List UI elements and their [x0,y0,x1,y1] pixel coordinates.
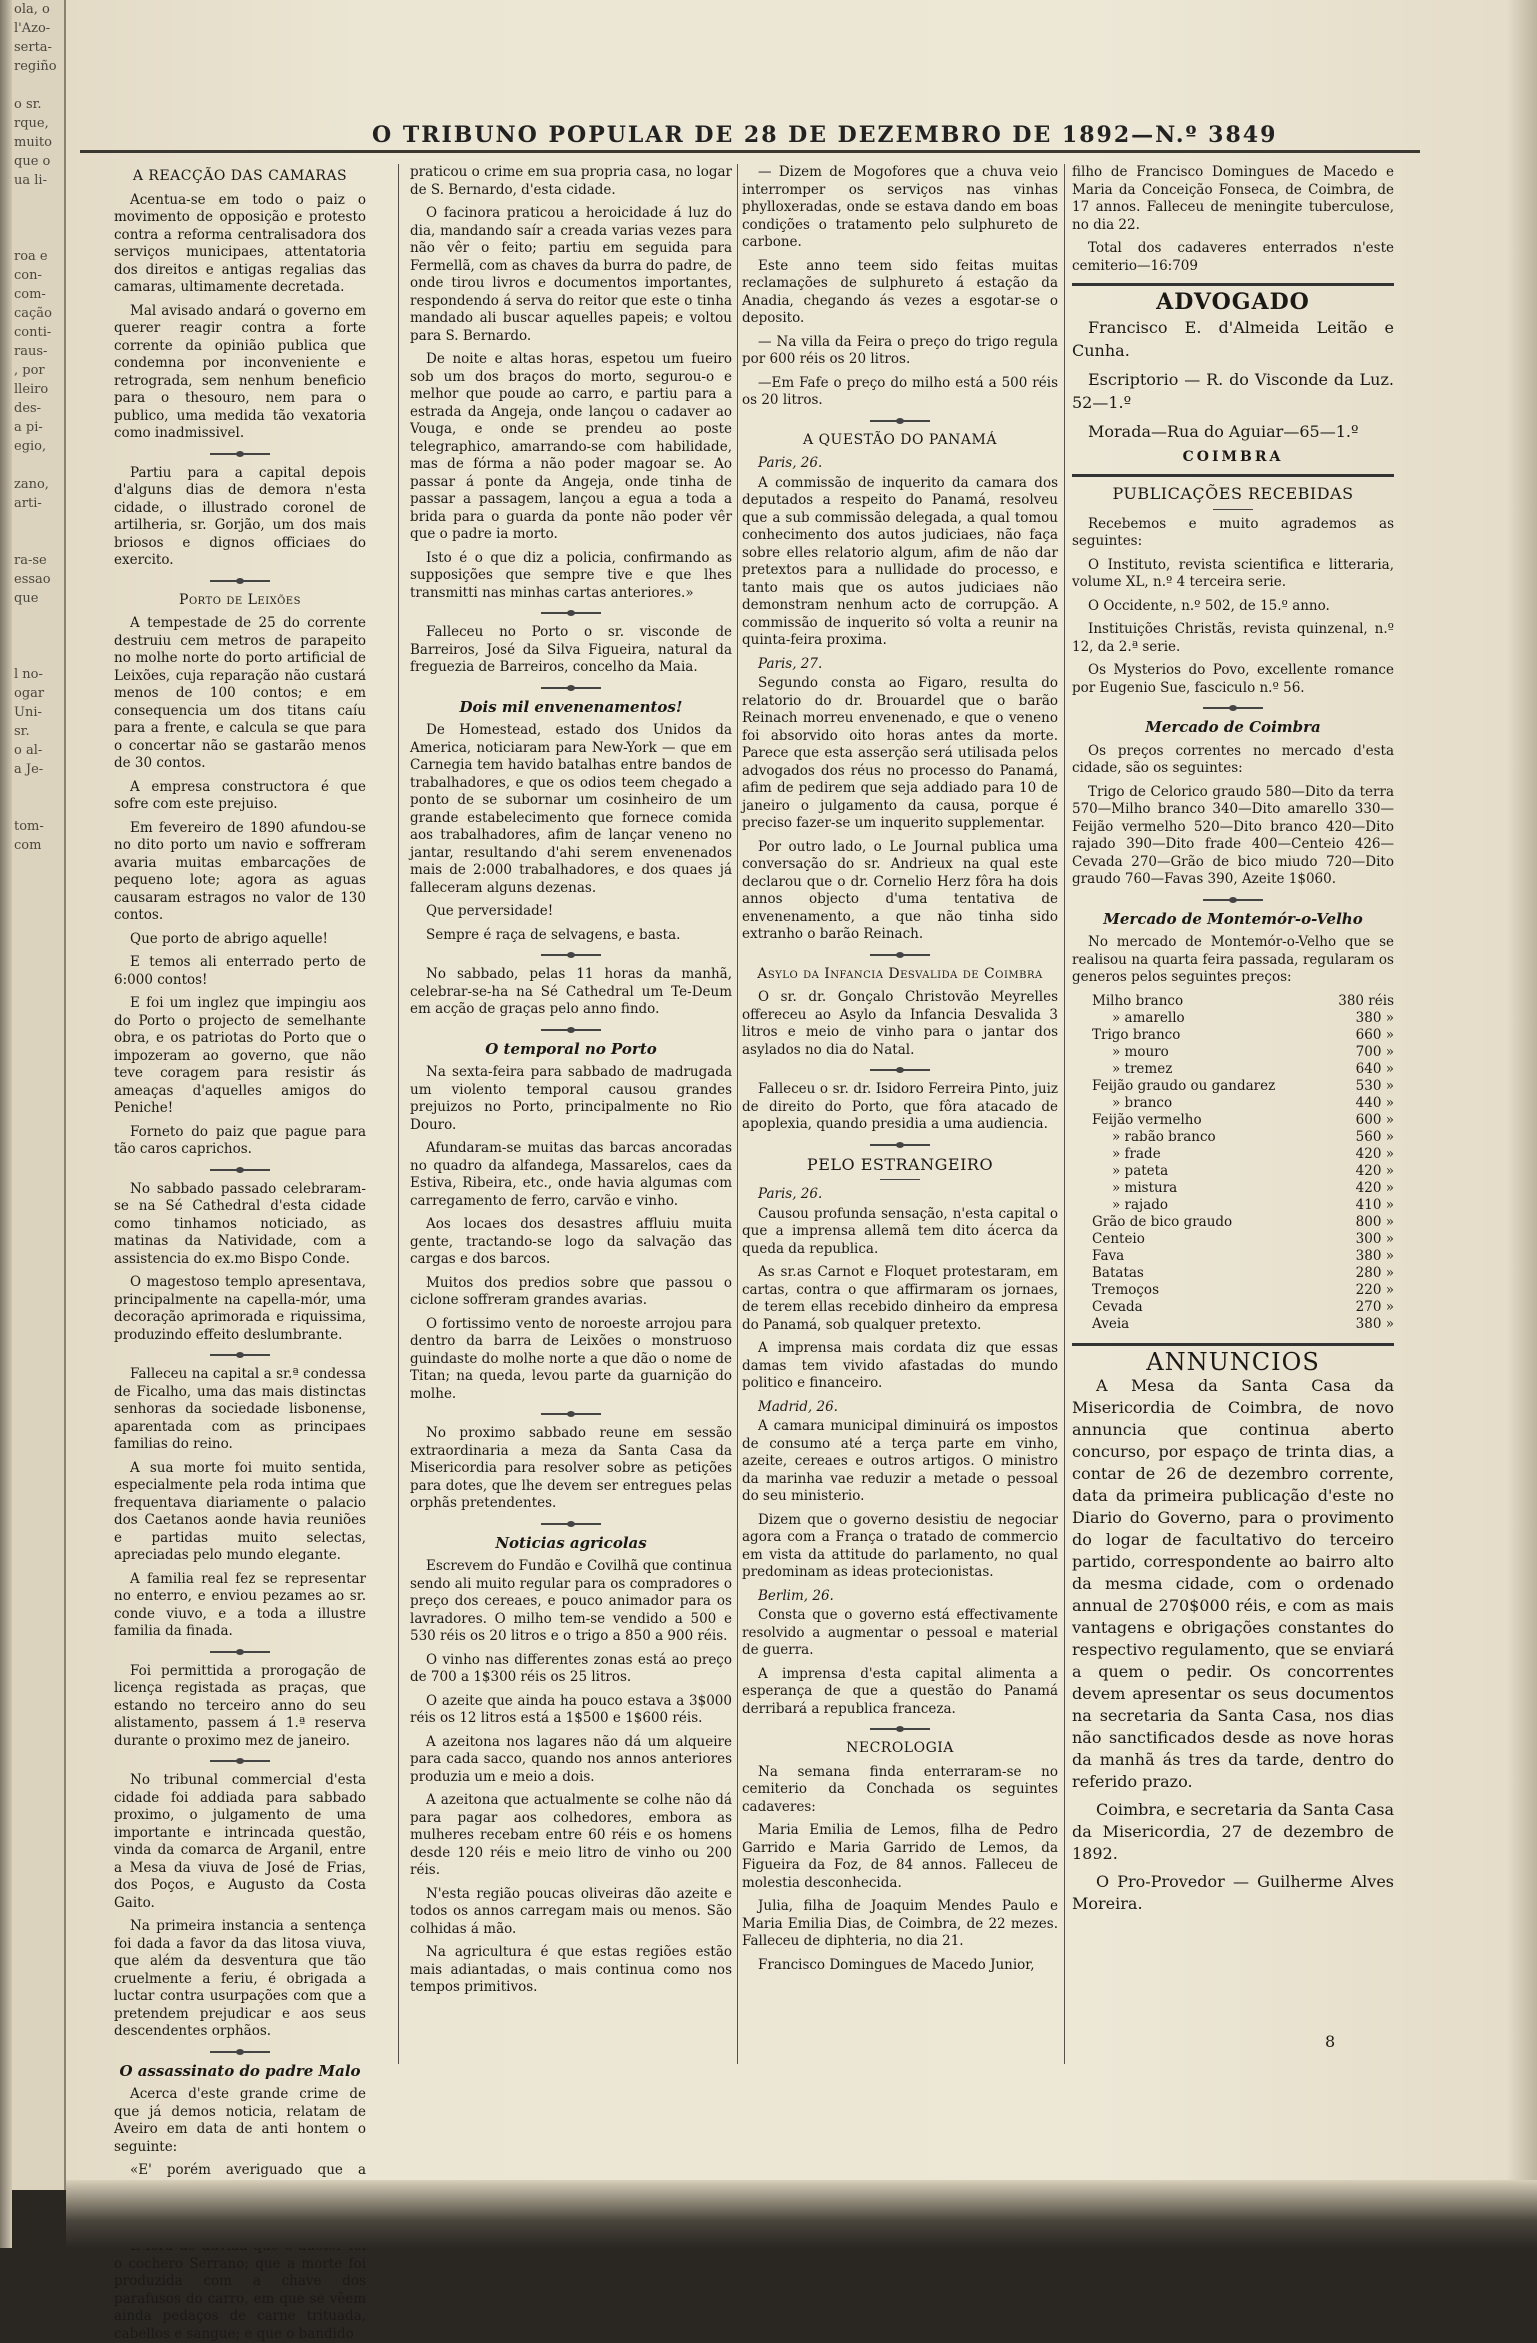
paragraph: Na sexta-feira para sabbado de madrugada um violento temporal causou grandes prejuizos no Porto, principalmente no Rio Douro. [410,1064,732,1133]
strip-fragment: serta- [14,40,52,55]
strip-fragment [12,1140,64,1159]
price-row [1072,1163,1394,1180]
separator [1072,283,1394,286]
strip-fragment: com- [14,287,46,302]
strip-fragment: conti- [14,325,52,340]
paragraph: Francisco Domingues de Macedo Junior, [758,1956,1035,1973]
price-row [1072,1299,1394,1316]
price-row [1072,1146,1394,1163]
separator [541,1523,601,1525]
headline: Mercado de Montemór-o-Velho [1103,909,1363,928]
separator [870,420,930,422]
price-row [1072,1248,1394,1265]
strip-fragment [12,1216,64,1235]
price-value: 660 » [1355,1026,1394,1043]
paragraph: De Homestead, estado dos Unidos da America, noticiaram para New-York — que em Carnegia tem havido batalhas entre bandos de trabalhadores, e que os odios teem chegado a ponto de se subornar um cosinheiro de um grande estabelecimento que fornece comida aos trabalhadores, afim de lançar veneno no jantar, resultando d'ahi serem envenenados mais de 2:000 trabalhadores, e dos quaes já falleceram alguns dezenas. [410,722,732,896]
strip-fragment [12,874,64,893]
price-item: Cevada [1092,1298,1143,1315]
strip-fragment [12,1121,64,1140]
paragraph: N'esta região poucas oliveiras dão azeite e todos os annos carregam mais ou menos. São colhidas á mão. [410,1885,732,1937]
paragraph: Sempre é raça de selvagens, e basta. [426,926,681,943]
price-row [1072,1231,1394,1248]
strip-fragment [12,76,64,95]
strip-fragment: raus- [14,344,48,359]
strip-fragment: a Je- [14,762,44,777]
paragraph: Por outro lado, o Le Journal publica uma conversação do sr. Andrieux na qual este declarou que o dr. Cornelio Herz fôra ha dois annos objecto d'uma tentativa de envenenamento, a que não tinha sido extranho o barão Reinach. [742,838,1058,942]
price-item: Feijão vermelho [1092,1111,1202,1128]
price-row [1072,1214,1394,1231]
paragraph: Consta que o governo está effectivamente resolvido a augmentar o pessoal e material de guerra. [742,1607,1058,1658]
price-value: 300 » [1355,1230,1394,1247]
price-item: » rajado [1112,1196,1169,1213]
paragraph: Foi permittida a prorogação de licença registada as praças, que estando no terceiro anno do seu alistamento, passem á 1.ª reserva durante o proximo mez de janeiro. [114,1662,366,1749]
paragraph: O Occidente, n.º 502, de 15.º anno. [1088,597,1330,614]
paragraph: Forneto do paiz que pague para tão caros caprichos. [114,1123,366,1157]
paragraph: — Na villa da Feira o preço do trigo regula por 600 réis os 20 litros. [742,333,1058,367]
column-1 [114,164,366,2342]
price-value: 600 » [1355,1111,1394,1128]
headline: A REACÇÃO DAS CAMARAS [132,168,348,184]
strip-fragment: arti- [14,496,42,511]
price-row [1072,1095,1394,1112]
price-item: » mistura [1112,1179,1178,1196]
strip-fragment: ogar [14,686,45,701]
price-item: » branco [1112,1094,1173,1111]
column-2 [410,164,732,2064]
price-value: 440 » [1355,1094,1394,1111]
strip-fragment [12,1083,64,1102]
price-value: 420 » [1355,1162,1394,1179]
paragraph: filho de Francisco Domingues de Macedo e Maria da Conceição Fonseca, de Coimbra, de 17 annos. Falleceu de meningite tuberculose, no dia 22. [1072,164,1394,233]
paragraph: — Dizem de Mogofores que a chuva veio interromper os serviços nas vinhas phylloxeradas, onde se estava dando em boas condições o tratamento pelo sulphureto de carbone. [742,164,1058,250]
paragraph: E temos ali enterrado perto de 6:000 contos! [114,954,366,988]
paragraph: A sua morte foi muito sentida, especialmente pela roda intima que frequentava diariamente o palacio dos Caetanos aonde havia reuniões e partidas muito selectas, apreciadas pelo mundo elegante. [114,1459,366,1563]
strip-fragment [12,893,64,912]
price-item: Tremoços [1092,1281,1159,1298]
separator [870,1728,930,1730]
headline: PUBLICAÇÕES RECEBIDAS [1112,484,1354,503]
paragraph: O azeite que ainda ha pouco estava a 3$000 réis os 12 litros está a 1$500 e 1$600 réis. [410,1692,732,1726]
strip-fragment [12,456,64,475]
paragraph: O magestoso templo apresentava, principalmente na capella-mór, uma decoração aprimorada e riquissima, produzindo effeito deslumbrante. [114,1274,366,1343]
strip-fragment: que o [14,154,51,169]
strip-fragment [12,988,64,1007]
price-item: Grão de bico graudo [1092,1213,1233,1230]
paragraph: Recebemos e muito agrademos as seguintes: [1072,515,1394,549]
paragraph: Trigo de Celorico graudo 580—Dito da terra 570—Milho branco 340—Dito amarello 330—Feijão vermelho 520—Dito branco 420—Dito rajado 390—Dito frade 400—Centeio 426—Cevada 270—Grão de bico miudo 720—Dito graudo 760—Favas 390, Azeite 1$060. [1072,783,1394,887]
headline: ADVOGADO [1156,289,1310,315]
announcement [1072,1375,1394,1915]
price-row [1072,1112,1394,1129]
separator [541,1029,601,1031]
masthead-line: O TRIBUNO POPULAR DE 28 DE DEZEMBRO DE 1892—N.º 3849 [372,122,1278,148]
strip-fragment: l no- [14,667,43,682]
paragraph: Falleceu no Porto o sr. visconde de Barreiros, José da Silva Figueira, natural da freguezia de Barreiros, concelho da Maia. [410,624,732,675]
dateline: Berlim, 26. [758,1587,834,1604]
paragraph: praticou o crime em sua propria casa, no logar de S. Bernardo, d'esta cidade. [410,164,732,198]
strip-fragment [12,1311,64,1330]
paragraph: o cochero Serrano; que a morte foi produzida com a chave dos parafusos do carro, em que se vêem ainda pedaços de carne trituada, cabellos e sangue; e que o bandido [114,2255,366,2342]
strip-fragment [12,209,64,228]
strip-fragment [12,1197,64,1216]
paragraph: Acerca d'este grande crime de que já demos noticia, relatam de Aveiro em data de anti hontem o seguinte: [114,2086,366,2155]
price-row [1072,1316,1394,1333]
dateline: Paris, 27. [758,655,823,672]
price-value: 700 » [1355,1043,1394,1060]
paragraph: Falleceu na capital a sr.ª condessa de Ficalho, uma das mais distinctas senhoras da sociedade lisbonense, aparentada com as principaes familias do reino. [114,1366,366,1452]
adjacent-page-edge [0,0,12,2248]
headline: ANNUNCIOS [1146,1347,1320,1376]
strip-fragment [12,1235,64,1254]
paragraph: Aos locaes dos desastres affluiu muita gente, tractando-se logo da salvação das cargas e dos barcos. [410,1216,732,1267]
strip-fragment: egio, [14,439,47,454]
price-item: » frade [1112,1145,1161,1162]
paragraph: Segundo consta ao Figaro, resulta do relatorio do dr. Brouardel que o barão Reinach morreu envenenado, e que o veneno foi absorvido oito horas antes da morte. Parece que esta asserção será utilisada pelos advogados dos réus no processo do Panamá, afim de pedirem que seja addiado para 10 de janeiro o julgamento da causa, porque é preciso fazer-se um inquerito supplementar. [742,675,1058,831]
separator [1072,474,1394,477]
strip-fragment: cação [14,306,52,321]
headline: COIMBRA [1182,448,1284,465]
strip-fragment [12,912,64,931]
page-right-edge [1505,0,1537,2248]
strip-fragment: regiño [14,59,57,74]
paragraph: O facinora praticou a heroicidade á luz do dia, mandando saír a creada varias vezes para não vêr o feito; partiu em seguida para Fermellã, com as chaves da burra do padre, de onde tirou livros e documentos importantes, respondendo á serva do reitor que este o tinha mandado ali buscar aquelles papeis; e voltou para S. Bernardo. [410,205,732,344]
column-3 [742,164,1058,2064]
separator [541,954,601,956]
separator [870,1069,930,1071]
paragraph: O sr. dr. Gonçalo Christovão Meyrelles offereceu ao Asylo da Infancia Desvalida 3 litros e meio de vinho para o jantar dos asylados no dia do Natal. [742,989,1058,1058]
column-rule [398,164,399,2064]
price-row [1072,1061,1394,1078]
paragraph: O vinho nas differentes zonas está ao preço de 700 a 1$300 réis os 25 litros. [410,1651,732,1685]
paragraph: A Mesa da Santa Casa da Misericordia de Coimbra, de novo annuncia que continua aberto concurso, por espaço de trinta dias, a contar de 26 de dezembro corrente, data da primeira publicação d'este no Diario do Governo, para o provimento do logar de facultativo do terceiro partido, correspondente ao bairro alto da mesma cidade, com o ordenado annual de 270$000 réis, e com as mais vantagens e obrigações constantes do respectivo regulamento, que se enviará a quem o pedir. Os concorrentes devem apresentar os seus documentos na secretaria da Santa Casa, nos dias não sanctificados desde as nove horas da manhã ás tres da tarde, dentro do referido prazo. [1072,1376,1394,1791]
paragraph: Isto é o que diz a policia, confirmando as supposições que sempre tive e que lhes transmitti nas minhas cartas anteriores.» [410,549,732,601]
headline: NECROLOGIA [846,1740,954,1756]
column-4 [1072,164,1394,2064]
headline: A QUESTÃO DO PANAMÁ [803,431,997,448]
paragraph: Maria Emilia de Lemos, filha de Pedro Garrido e Maria Garrido de Lemos, da Figueira da Foz, de 84 annos. Falleceu de molestia desconhecida. [742,1822,1058,1891]
paragraph: Total dos cadaveres enterrados n'este cemiterio—16:709 [1072,240,1394,274]
strip-fragment: essao [14,572,51,587]
price-item: » tremez [1112,1060,1173,1077]
strip-fragment: tom- [14,819,44,834]
paragraph: —Em Fafe o preço do milho está a 500 réis os 20 litros. [742,374,1058,408]
paragraph: Muitos dos predios sobre que passou o ciclone soffreram grandes avarias. [410,1274,732,1308]
paragraph: Os preços correntes no mercado d'esta cidade, são os seguintes: [1072,742,1394,776]
separator [210,1169,270,1171]
separator [210,2051,270,2053]
paragraph: Este anno teem sido feitas muitas reclamações de sulphureto á estação da Anadia, chegando ás vezes a esgotar-se o deposito. [742,257,1058,326]
price-value: 420 » [1355,1145,1394,1162]
price-value: 380 » [1355,1247,1394,1264]
separator [541,612,601,614]
strip-fragment: l'Azo- [14,21,51,36]
paragraph: Acentua-se em todo o paiz o movimento de opposição e protesto contra a reforma centralisadora dos serviços municipaes, attentatoria dos direitos e antigas regalias das camaras, ultimamente decretada. [114,191,366,295]
strip-fragment: muito [14,135,52,150]
strip-fragment: zano, [14,477,49,492]
paragraph: Escrevem do Fundão e Covilhã que continua sendo ali muito regular para os compradores o preço dos cereaes, e pouco animador para os lavradores. O milho tem-se vendido a 500 e 530 réis os 20 litros e o trigo a 850 a 900 réis. [410,1558,732,1644]
separator [210,453,270,455]
strip-fragment: com [14,838,42,853]
separator [210,1354,270,1356]
price-row [1072,1027,1394,1044]
paragraph: No proximo sabbado reune em sessão extraordinaria a meza da Santa Casa da Misericordia para resolver sobre as petições para dotes, que lhe devem ser entregues pelas orphãs pretendentes. [410,1425,732,1511]
paragraph: A camara municipal diminuirá os impostos de consumo até a terça parte em vinho, azeite, cereaes e outros artigos. O ministro da marinha vae reduzir a metade o pessoal do seu ministerio. [742,1418,1058,1504]
paragraph: No sabbado passado celebraram-se na Sé Cathedral d'esta cidade como tinhamos noticiado, as matinas da Natividade, com a assistencia do ex.mo Bispo Conde. [114,1180,366,1267]
paragraph: «E' porém averiguado que a [130,2162,366,2178]
price-row [1072,1180,1394,1197]
strip-fragment [12,627,64,646]
strip-fragment [12,1273,64,1292]
price-row [1072,1129,1394,1146]
strip-fragment [12,798,64,817]
strip-fragment: ra-se [14,553,47,568]
dateline: Madrid, 26. [758,1398,838,1415]
price-row [1072,1197,1394,1214]
price-item: Fava [1092,1247,1125,1264]
strip-fragment: des- [14,401,42,416]
paragraph: Em fevereiro de 1890 afundou-se no dito porto um navio e soffreram avaria muitas embarcações de pequeno lote; agora as aguas causaram estragos no valor de 130 contos. [114,819,366,923]
separator [1203,707,1263,709]
separator [210,1651,270,1653]
paragraph: Afundaram-se muitas das barcas ancoradas no quadro da alfandega, Massarelos, caes da Estiva, Ribeira, etc., onde havia algumas com carregamento de ferro, carvão e vinho. [410,1140,732,1209]
strip-fragment [12,228,64,247]
strip-fragment [12,1064,64,1083]
headline: PELO ESTRANGEIRO [806,1154,994,1174]
paragraph: Dizem que o governo desistiu de negociar agora com a França o tratado de commercio em vista da attitude do parlamento, no qual predominam as ideas protecionistas. [742,1511,1058,1580]
strip-fragment [12,190,64,209]
price-item: Centeio [1092,1230,1145,1247]
paragraph: No sabbado, pelas 11 horas da manhã, celebrar-se-ha na Sé Cathedral um Te-Deum em acção de graças pelo anno findo. [410,966,732,1017]
page-bottom-shadow [66,2180,1537,2248]
paragraph: Instituições Christãs, revista quinzenal, n.º 12, da 2.ª serie. [1072,621,1394,655]
paragraph: No mercado de Montemór-o-Velho que se realisou na quarta feira passada, regularam os generos pelos seguintes preços: [1072,934,1394,985]
paragraph: Na agricultura é que estas regiões estão mais adiantadas, o mais continua como nos tempos primitivos. [410,1944,732,1995]
price-item: Trigo branco [1092,1026,1181,1043]
strip-fragment [12,855,64,874]
strip-fragment [12,532,64,551]
strip-fragment [12,1178,64,1197]
strip-fragment: con- [14,268,42,283]
dateline: Paris, 26. [758,1186,823,1202]
separator [210,580,270,582]
strip-fragment: a pi- [14,420,43,435]
separator [880,1179,920,1180]
strip-fragment [12,1102,64,1121]
strip-fragment [12,779,64,798]
price-item: » amarello [1112,1009,1185,1026]
paragraph: Causou profunda sensação, n'esta capital o que a imprensa allemã tem dito ácerca da queda da republica. [742,1205,1058,1257]
paragraph: A imprensa d'esta capital alimenta a esperança de que a questão do Panamá derribará a republica franceza. [742,1665,1058,1717]
advertisement [1072,316,1394,443]
price-item: » mouro [1112,1043,1169,1060]
adjacent-page-strip [12,0,66,2190]
paragraph: As sr.as Carnot e Floquet protestaram, em cartas, contra o que affirmaram os jornaes, de terem ellas recebido dinheiro da empresa do Panamá, sob qualquer pretexto. [742,1264,1058,1333]
headline: Dois mil envenenamentos! [459,697,683,716]
paragraph: Na primeira instancia a sentença foi dada a favor da das litosa viuva, que além da desventura que tão cruelmente a feriu, é obrigada a luctar contra usurpações com que a pretendem prejudicar e aos seus descendentes orphãos. [114,1918,366,2039]
paragraph: De noite e altas horas, espetou um fueiro sob um dos braços do morto, segurou-o e melhor que poude ao carro, e partiu para a estrada da Angeja, onde lançou o cadaver ao Vouga, e onde se prendeu ao poste telegraphico, amarrando-se com habilidade, mas de fórma a não poder magoar se. Ao passar á ponte da Angeja, onde tinha de passar a passagem, lançou a egua a toda a brida para o guarda da ponte não poder vêr que o padre ia morto. [410,351,732,542]
paragraph: O fortissimo vento de noroeste arrojou para dentro da barra de Leixões o monstruoso guindaste do molhe norte a que dão o nome de Titan; na queda, levou parte da guarnição do molhe. [410,1315,732,1402]
price-value: 560 » [1355,1128,1394,1145]
price-value: 220 » [1355,1281,1394,1298]
paragraph: No tribunal commercial d'esta cidade foi addiada para sabbado proximo, o julgamento de uma importante e intrincada questão, vinda da comarca de Arganil, entre a Mesa da viuva de José de Frias, dos Poços, e Augusto da Costa Gaito. [114,1772,366,1911]
separator [210,1760,270,1762]
paragraph: Na semana finda enterraram-se no cemiterio da Conchada os seguintes cadaveres: [742,1763,1058,1815]
paragraph: Que perversidade! [426,903,554,919]
strip-fragment: roa e [14,249,48,264]
strip-fragment [12,1026,64,1045]
separator [1203,899,1263,901]
separator [1213,509,1253,510]
paragraph: A azeitona que actualmente se colhe não dá para pagar aos colhedores, embora as mulheres recebam entre 60 réis e os homens desde 120 réis e meio litro de vinho ou 200 réis. [410,1792,732,1878]
strip-fragment: sr. [14,724,30,739]
price-item: » rabão branco [1112,1128,1216,1145]
headline: Asylo da Infancia Desvalida de Coimbra [757,965,1043,982]
strip-fragment [12,950,64,969]
price-item: Milho branco [1092,992,1184,1009]
strip-fragment [12,1254,64,1273]
price-row [1072,1282,1394,1299]
paragraph: Falleceu o sr. dr. Isidoro Ferreira Pinto, juiz de direito do Porto, que fôra atacado de apoplexia, quando presidia a uma audiencia. [742,1081,1058,1132]
strip-fragment [12,1368,64,1387]
price-item: Aveia [1092,1315,1130,1332]
price-item: » pateta [1112,1162,1169,1179]
price-value: 800 » [1355,1213,1394,1230]
price-row [1072,1078,1394,1095]
strip-fragment: que [14,591,39,606]
paragraph: A empresa constructora é que sofre com este prejuiso. [114,778,366,812]
strip-fragment: rque, [14,116,49,131]
paragraph: Julia, filha de Joaquim Mendes Paulo e Maria Emilia Dias, de Coimbra, de 22 mezes. Falleceu de diphteria, no dia 21. [742,1898,1058,1949]
price-value: 380 réis [1338,992,1394,1009]
paragraph: A azeitona nos lagares não dá um alqueire para cada sacco, quando nos annos anteriores produzia um e meio a dois. [410,1733,732,1785]
price-value: 380 » [1355,1009,1394,1026]
paragraph: O Instituto, revista scientifica e litteraria, volume XL, n.º 4 terceira serie. [1072,556,1394,590]
strip-fragment [12,1159,64,1178]
paragraph: Coimbra, e secretaria da Santa Casa da Misericordia, 27 de dezembro de 1892. [1072,1800,1394,1863]
paragraph: A familia real fez se representar no enterro, e enviou pezames ao sr. conde viuvo, e a toda a illustre familia da finada. [114,1570,366,1639]
paragraph: Mal avisado andará o governo em querer reagir contra a forte corrente da opinião publica que condemna por inconveniente e retrograda, sem nenhum beneficio para o thesouro, nem para o publico, uma medida tão vexatoria como inadmissivel. [114,302,366,441]
separator [870,954,930,956]
price-item: Batatas [1092,1264,1144,1281]
headline: O assassinato do padre Malo [119,2061,361,2080]
price-table [1072,993,1394,1333]
separator [541,687,601,689]
strip-fragment: lleiro [14,382,49,397]
strip-fragment: Uni- [14,705,42,720]
price-value: 420 » [1355,1179,1394,1196]
strip-fragment [12,1349,64,1368]
strip-fragment [12,513,64,532]
separator [1072,1343,1394,1346]
header-rule [80,150,1420,153]
strip-fragment [12,1330,64,1349]
price-value: 280 » [1355,1264,1394,1281]
paragraph: A imprensa mais cordata diz que essas damas tem vivido afastadas do mundo politico e financeiro. [742,1340,1058,1391]
strip-fragment [12,931,64,950]
price-value: 410 » [1355,1196,1394,1213]
strip-fragment: ola, o [14,2,50,17]
paragraph: Escriptorio — R. do Visconde da Luz. 52—1.º [1072,369,1394,412]
strip-fragment [12,1007,64,1026]
paragraph: Morada—Rua do Aguiar—65—1.º [1088,421,1359,441]
headline: O temporal no Porto [485,1039,657,1058]
price-row [1072,1044,1394,1061]
page-number: 8 [1325,2032,1336,2051]
strip-fragment: o sr. [14,97,42,112]
column-rule [737,164,738,2064]
price-row [1072,993,1394,1010]
paragraph: A tempestade de 25 do corrente destruiu cem metros de parapeito no molhe norte do porto artificial de Leixões, cuja reparação não custará menos de 100 contos; e em consequencia um dos titans caíu para a frente, e calcula se que para o concertar não se gastarão menos de 30 contos. [114,615,366,771]
paragraph: Partiu para a capital depois d'alguns dias de demora n'esta cidade, o illustrado coronel de artilheria, sr. Gorjão, um dos mais briosos e dignos officiaes do exercito. [114,464,366,568]
paragraph: E foi um inglez que impingiu aos do Porto o projecto de semelhante obra, e os patriotas do Porto que o impozeram ao governo, que não teve coragem para resistir ás ameaças d'aquelles amigos do Peniche! [114,995,366,1116]
paragraph: Que porto de abrigo aquelle! [130,930,328,947]
strip-fragment [12,608,64,627]
paragraph: Francisco E. d'Almeida Leitão e Cunha. [1072,317,1394,360]
strip-fragment [12,1045,64,1064]
price-row [1072,1010,1394,1027]
separator [541,1413,601,1415]
paragraph: Os Mysterios do Povo, excellente romance por Eugenio Sue, fasciculo n.º 56. [1072,662,1394,696]
price-value: 270 » [1355,1298,1394,1315]
column-rule [1064,164,1065,2064]
paragraph: O Pro-Provedor — Guilherme Alves Moreira. [1072,1872,1394,1913]
dateline: Paris, 26. [758,455,823,471]
strip-fragment [12,969,64,988]
strip-fragment: , por [14,363,45,378]
headline: Noticias agricolas [495,1533,647,1552]
strip-fragment [12,646,64,665]
price-item: Feijão graudo ou gandarez [1092,1077,1276,1094]
strip-fragment [12,1292,64,1311]
paragraph: A commissão de inquerito da camara dos deputados a respeito do Panamá, resolveu que a sub commissão delegada, a qual tomou conhecimento dos autos judiciaes, não faça sobre elles relatorio algum, afim de não dar pretextos para a nullidade do processo, e tanto mais que os autos judiciaes não demonstram nenhum acto de corrupção. A commissão de inquerito só volta a reunir na quinta-feira proxima. [742,474,1058,648]
headline: Porto de Leixões [179,591,301,608]
price-row [1072,1265,1394,1282]
separator [870,1144,930,1146]
headline: Mercado de Coimbra [1145,718,1321,736]
strip-fragment: ua li- [14,173,47,188]
price-value: 530 » [1355,1077,1394,1094]
strip-fragment: o al- [14,743,43,758]
price-value: 640 » [1355,1060,1394,1077]
price-value: 380 » [1355,1315,1394,1332]
